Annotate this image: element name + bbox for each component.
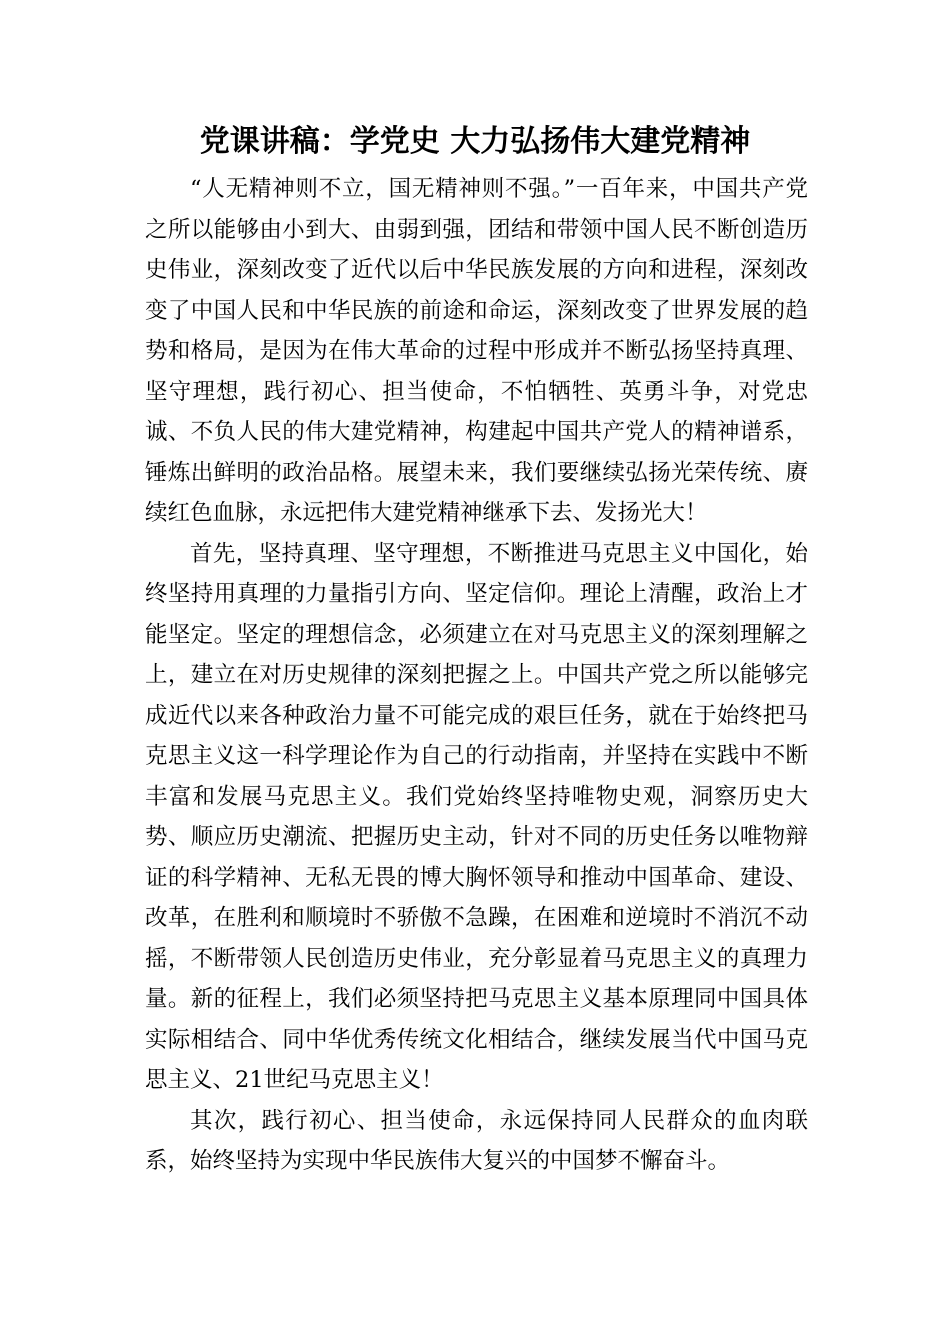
document-title: 党课讲稿：学党史 大力弘扬伟大建党精神 [199, 124, 751, 159]
paragraph-second-point: 其次，践行初心、担当使命，永远保持同人民群众的血肉联系，始终坚持为实现中华民族伟大复兴的中国梦不懈奋斗。 [145, 1107, 808, 1174]
paragraph-intro: “人无精神则不立，国无精神则不强。”一百年来，中国共产党之所以能够由小到大、由弱到强，团结和带领中国人民不断创造历史伟业，深刻改变了近代以后中华民族发展的方向和进程，深刻改变了中国人民和中华民族的前途和命运，深刻改变了世界发展的趋势和格局，是因为在伟大革命的过程中形成并不断弘扬坚持真理、坚守理想，践行初心、担当使命，不怕牺牲、英勇斗争，对党忠诚、不负人民的伟大建党精神，构建起中国共产党人的精神谱系，锤炼出鲜明的政治品格。展望未来，我们要继续弘扬光荣传统、赓续红色血脉，永远把伟大建党精神继承下去、发扬光大！ [145, 176, 808, 526]
document-body [145, 169, 808, 1182]
paragraph-first-point: 首先，坚持真理、坚守理想，不断推进马克思主义中国化，始终坚持用真理的力量指引方向、坚定信仰。理论上清醒，政治上才能坚定。坚定的理想信念，必须建立在对马克思主义的深刻理解之上，建立在对历史规律的深刻把握之上。中国共产党之所以能够完成近代以来各种政治力量不可能完成的艰巨任务，就在于始终把马克思主义这一科学理论作为自己的行动指南，并坚持在实践中不断丰富和发展马克思主义。我们党始终坚持唯物史观，洞察历史大势、顺应历史潮流、把握历史主动，针对不同的历史任务以唯物辩证的科学精神、无私无畏的博大胸怀领导和推动中国革命、建设、改革，在胜利和顺境时不骄傲不急躁，在困难和逆境时不消沉不动摇，不断带领人民创造历史伟业，充分彰显着马克思主义的真理力量。新的征程上，我们必须坚持把马克思主义基本原理同中国具体实际相结合、同中华优秀传统文化相结合，继续发展当代中国马克思主义、21世纪马克思主义！ [145, 540, 808, 1093]
